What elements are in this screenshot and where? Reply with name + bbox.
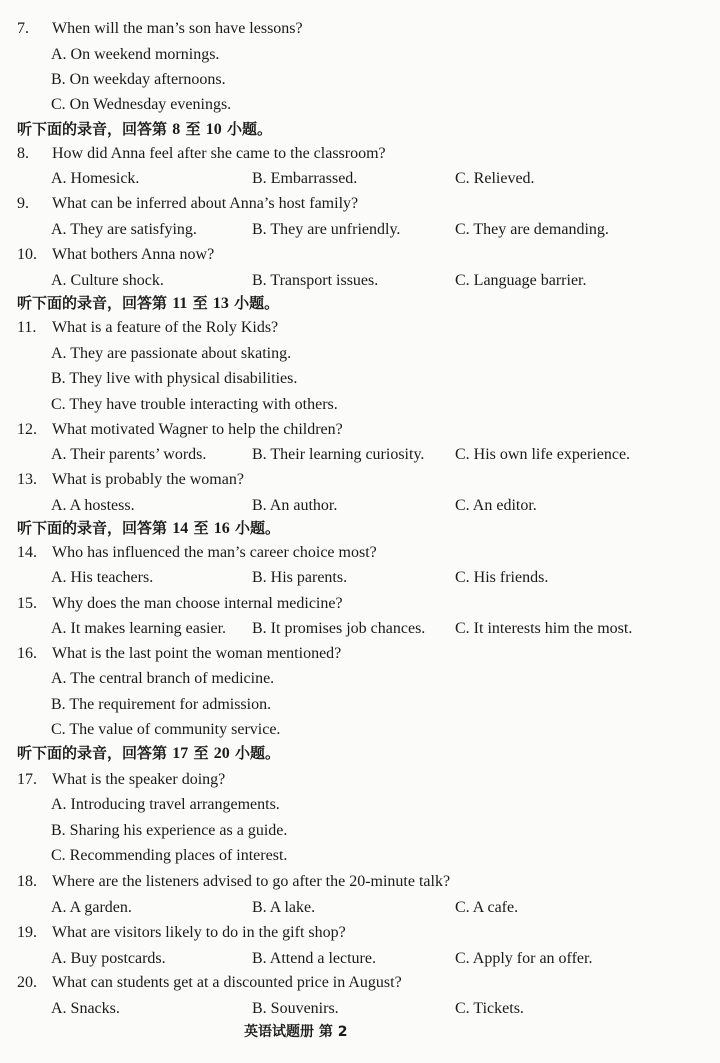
- section-suffix: 小题。: [234, 519, 280, 537]
- option-a: A. Buy postcards.: [51, 950, 166, 967]
- question-12: [0, 417, 720, 442]
- question-11: [0, 315, 720, 340]
- option-row: [0, 565, 720, 590]
- option-b: B. His parents.: [252, 569, 348, 586]
- section-from: 17: [172, 745, 189, 762]
- option-row: [0, 818, 720, 843]
- option-row: [0, 392, 720, 417]
- option-c: C. His friends.: [455, 569, 549, 586]
- section-mid: 至: [185, 120, 201, 138]
- section-from: 8: [172, 121, 181, 138]
- section-prefix: 听下面的录音，回答第: [17, 294, 168, 312]
- option-c: C. Apply for an offer.: [455, 950, 593, 967]
- section-suffix: 小题。: [226, 120, 272, 138]
- option-b: B. Embarrassed.: [252, 170, 358, 187]
- question-text: What is probably the woman?: [52, 471, 244, 488]
- option-c: C. A cafe.: [455, 899, 519, 916]
- question-text: Who has influenced the man’s career choice most?: [52, 544, 377, 561]
- option-row: [0, 895, 720, 920]
- option-row: [0, 946, 720, 971]
- option-row: [0, 493, 720, 518]
- question-7: [0, 16, 720, 41]
- question-number: 14.: [17, 544, 37, 561]
- option-c: C. They have trouble interacting with others.: [51, 396, 338, 413]
- question-number: 18.: [17, 873, 37, 890]
- option-row: [0, 442, 720, 467]
- question-17: [0, 767, 720, 792]
- section-mid: 至: [193, 519, 209, 537]
- question-10: [0, 242, 720, 267]
- option-a: A. The central branch of medicine.: [51, 670, 275, 687]
- option-a: A. They are passionate about skating.: [51, 345, 292, 362]
- section-to: 10: [205, 121, 222, 138]
- option-row: [0, 217, 720, 242]
- option-b: B. Transport issues.: [252, 272, 379, 289]
- section-prefix: 听下面的录音，回答第: [17, 120, 168, 138]
- question-text: What are visitors likely to do in the gift shop?: [52, 924, 346, 941]
- option-a: A. Culture shock.: [51, 272, 164, 289]
- question-number: 7.: [17, 20, 29, 37]
- question-number: 11.: [17, 319, 37, 336]
- question-number: 20.: [17, 974, 37, 991]
- question-text: What is the speaker doing?: [52, 771, 226, 788]
- option-a: A. Homesick.: [51, 170, 140, 187]
- option-a: A. A hostess.: [51, 497, 135, 514]
- question-16: [0, 641, 720, 666]
- option-a: A. They are satisfying.: [51, 221, 197, 238]
- question-text: Where are the listeners advised to go after the 20-minute talk?: [52, 873, 451, 890]
- option-c: C. They are demanding.: [455, 221, 609, 238]
- option-row: [0, 42, 720, 67]
- question-19: [0, 920, 720, 945]
- option-a: A. Their parents’ words.: [51, 446, 207, 463]
- option-b: B. Sharing his experience as a guide.: [51, 822, 288, 839]
- section-to: 13: [212, 295, 229, 312]
- section-heading-14-16: [17, 516, 280, 540]
- option-b: B. Attend a lecture.: [252, 950, 376, 967]
- section-mid: 至: [192, 294, 208, 312]
- question-number: 9.: [17, 195, 29, 212]
- option-a: A. Introducing travel arrangements.: [51, 796, 280, 813]
- option-b: B. It promises job chances.: [252, 620, 426, 637]
- option-b: B. They live with physical disabilities.: [51, 370, 298, 387]
- section-from: 14: [172, 520, 189, 537]
- question-text: Why does the man choose internal medicine?: [52, 595, 343, 612]
- option-a: A. His teachers.: [51, 569, 154, 586]
- section-heading-8-10: [17, 117, 272, 141]
- option-a: A. It makes learning easier.: [51, 620, 227, 637]
- section-heading-11-13: [17, 291, 279, 315]
- question-13: [0, 467, 720, 492]
- question-number: 10.: [17, 246, 37, 263]
- option-row: [0, 92, 720, 117]
- option-row: [0, 692, 720, 717]
- section-suffix: 小题。: [234, 294, 280, 312]
- section-heading-17-20: [17, 741, 280, 765]
- option-c: C. An editor.: [455, 497, 537, 514]
- question-number: 8.: [17, 145, 29, 162]
- option-c: C. Recommending places of interest.: [51, 847, 288, 864]
- option-row: [0, 717, 720, 742]
- option-row: [0, 666, 720, 691]
- option-b: B. On weekday afternoons.: [51, 71, 226, 88]
- section-suffix: 小题。: [234, 744, 280, 762]
- option-a: A. A garden.: [51, 899, 132, 916]
- option-row: [0, 843, 720, 868]
- option-b: B. They are unfriendly.: [252, 221, 401, 238]
- question-18: [0, 869, 720, 894]
- option-c: C. Tickets.: [455, 1000, 524, 1017]
- question-text: What motivated Wagner to help the children?: [52, 421, 343, 438]
- option-row: [0, 792, 720, 817]
- option-b: B. An author.: [252, 497, 338, 514]
- section-to: 20: [213, 745, 230, 762]
- section-prefix: 听下面的录音，回答第: [17, 744, 168, 762]
- option-c: C. Relieved.: [455, 170, 535, 187]
- option-c: C. The value of community service.: [51, 721, 281, 738]
- question-number: 12.: [17, 421, 37, 438]
- option-c: C. Language barrier.: [455, 272, 587, 289]
- question-text: What bothers Anna now?: [52, 246, 215, 263]
- option-b: B. Souvenirs.: [252, 1000, 339, 1017]
- option-b: B. The requirement for admission.: [51, 696, 272, 713]
- question-number: 19.: [17, 924, 37, 941]
- question-text: What can students get at a discounted price in August?: [52, 974, 402, 991]
- question-number: 16.: [17, 645, 37, 662]
- question-number: 15.: [17, 595, 37, 612]
- section-from: 11: [172, 295, 188, 312]
- question-text: What is a feature of the Roly Kids?: [52, 319, 279, 336]
- option-row: [0, 366, 720, 391]
- section-mid: 至: [193, 744, 209, 762]
- question-text: What can be inferred about Anna’s host family?: [52, 195, 359, 212]
- option-row: [0, 67, 720, 92]
- question-15: [0, 591, 720, 616]
- question-text: When will the man’s son have lessons?: [52, 20, 303, 37]
- option-row: [0, 268, 720, 293]
- question-9: [0, 191, 720, 216]
- option-b: B. Their learning curiosity.: [252, 446, 425, 463]
- page-footer: 英语试题册 第 2: [244, 1024, 348, 1040]
- question-20: [0, 970, 720, 995]
- question-text: How did Anna feel after she came to the classroom?: [52, 145, 386, 162]
- option-b: B. A lake.: [252, 899, 316, 916]
- option-a: A. Snacks.: [51, 1000, 120, 1017]
- question-number: 13.: [17, 471, 37, 488]
- option-row: [0, 341, 720, 366]
- option-c: C. His own life experience.: [455, 446, 631, 463]
- option-c: C. On Wednesday evenings.: [51, 96, 232, 113]
- option-row: [0, 996, 720, 1021]
- question-number: 17.: [17, 771, 37, 788]
- option-row: [0, 166, 720, 191]
- section-prefix: 听下面的录音，回答第: [17, 519, 168, 537]
- section-to: 16: [213, 520, 230, 537]
- question-text: What is the last point the woman mentioned?: [52, 645, 342, 662]
- question-8: [0, 141, 720, 166]
- option-c: C. It interests him the most.: [455, 620, 633, 637]
- question-14: [0, 540, 720, 565]
- option-a: A. On weekend mornings.: [51, 46, 220, 63]
- option-row: [0, 616, 720, 641]
